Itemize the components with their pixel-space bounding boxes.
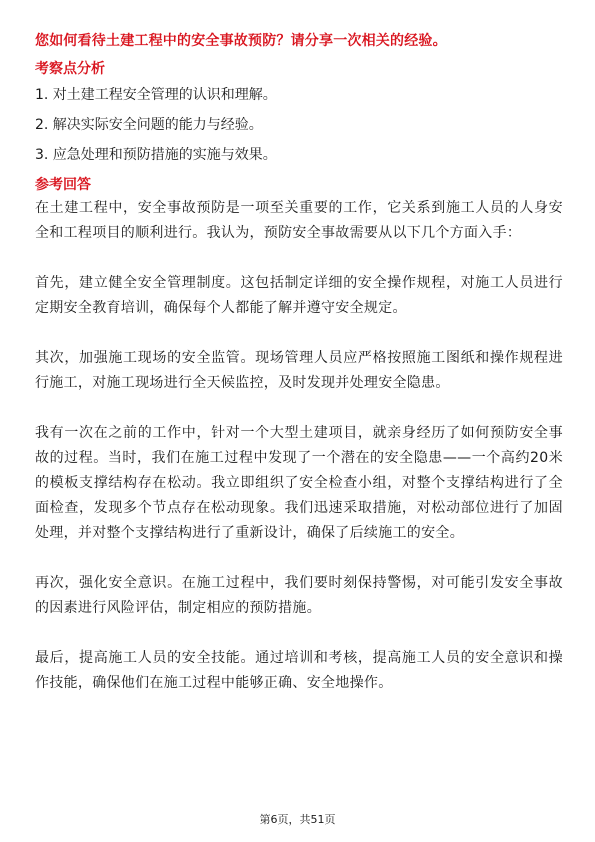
question-heading: 您如何看待土建工程中的安全事故预防？请分享一次相关的经验。 [35,33,447,49]
answer-paragraph: 再次，强化安全意识。在施工过程中，我们要时刻保持警惕，对可能引发安全事故的因素进行风险评估，制定相应的预防措施。 [35,575,563,616]
answer-paragraph: 我有一次在之前的工作中，针对一个大型土建项目，就亲身经历了如何预防安全事故的过程。当时，我们在施工过程中发现了一个潜在的安全隐患——一个高约20米的模板支撑结构存在松动。我立即组织了安全检查小组，对整个支撑结构进行了全面检查，发现多个节点存在松动现象。我们迅速采取措施，对松动部位进行了加固处理，并对整个支撑结构进行了重新设计，确保了后续施工的安全。 [35,425,563,541]
analysis-points [35,84,563,166]
answer-paragraph: 最后，提高施工人员的安全技能。通过培训和考核，提高施工人员的安全意识和操作技能，确保他们在施工过程中能够正确、安全地操作。 [35,650,563,691]
page-content [35,30,563,721]
analysis-point: 2. 解决实际安全问题的能力与经验。 [35,117,263,133]
analysis-point: 1. 对土建工程安全管理的认识和理解。 [35,87,277,103]
page-number: 第6页，共51页 [259,813,336,826]
answer-paragraph: 在土建工程中，安全事故预防是一项至关重要的工作，它关系到施工人员的人身安全和工程项目的顺利进行。我认为，预防安全事故需要从以下几个方面入手： [35,200,563,241]
answer-paragraph: 首先，建立健全安全管理制度。这包括制定详细的安全操作规程，对施工人员进行定期安全教育培训，确保每个人都能了解并遵守安全规定。 [35,275,563,316]
answer-title: 参考回答 [35,177,91,193]
answer-paragraph: 其次，加强施工现场的安全监管。现场管理人员应严格按照施工图纸和操作规程进行施工，对施工现场进行全天候监控，及时发现并处理安全隐患。 [35,350,563,391]
analysis-point: 3. 应急处理和预防措施的实施与效果。 [35,147,277,163]
analysis-title: 考察点分析 [35,61,105,77]
